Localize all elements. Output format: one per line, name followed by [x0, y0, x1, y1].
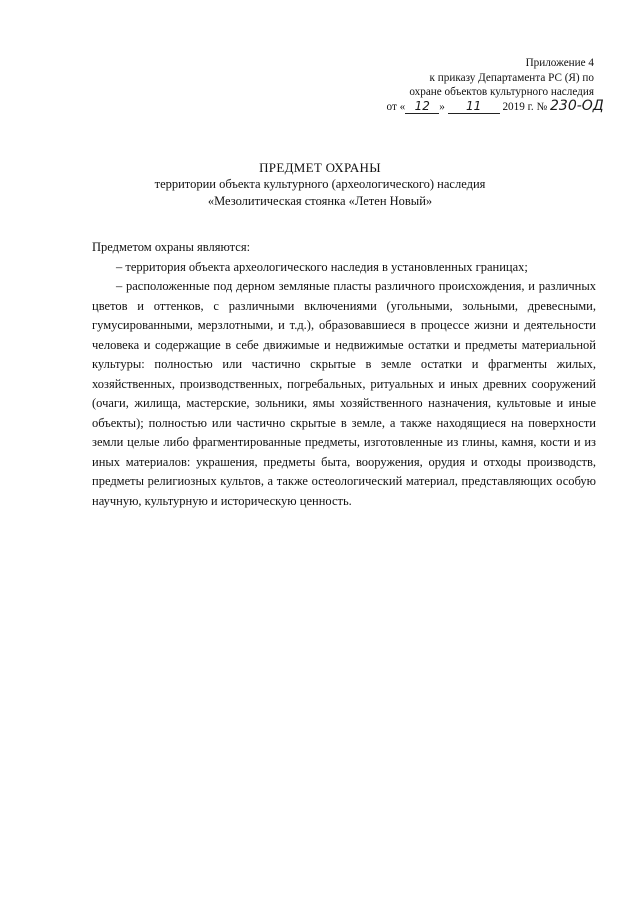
document-heading	[0, 159, 640, 210]
object-name: «Мезолитическая стоянка «Летен Новый»	[207, 194, 433, 208]
appendix-header	[354, 56, 604, 114]
appendix-order-ref: к приказу Департамента РС (Я) по	[429, 71, 594, 84]
year-text: 2019 г. №	[502, 100, 548, 113]
appendix-number: Приложение 4	[525, 57, 594, 69]
document-title: ПРЕДМЕТ ОХРАНЫ	[259, 160, 381, 175]
protection-item-territory: – территория объекта археологического наследия в установленных границах;	[116, 259, 528, 274]
appendix-department: охране объектов культурного наследия	[409, 86, 594, 98]
handwritten-month: 11	[448, 100, 500, 114]
document-subtitle: территории объекта культурного (археологического) наследия	[154, 177, 486, 191]
protection-item-layers: – расположенные под дерном земляные пласты различного происхождения, и различных цветов и оттенков, с различными включениями (угольными, зольными, древесными, гумусированными, мерзлотными, и т.д.), образовавшиеся в процессе жизни и деятельности человека и содержащие в себе движимые и недвижимые остатки и предметы материальной культуры: полностью или частично скрытые в земле остатки и фрагменты жилых, хозяйственных, производственных, погребальных, ритуальных и иных древних сооружений (очаги, жилища, мастерские, зольники, ямы хозяйственного назначения, культовые и иные объекты); полностью или частично скрытые в земле, а также находящиеся на поверхности земли целые либо фрагментированные предметы, изготовленные из глины, камня, кости и из иных материалов: украшения, предметы быта, вооружения, орудия и отходы производств, предметы религиозных культов, а также остеологический материал, представляющих особую научную, культурную и историческую ценность.	[92, 279, 596, 508]
date-prefix: от «	[386, 100, 406, 113]
order-date-line	[354, 97, 604, 115]
handwritten-day: 12	[405, 100, 439, 114]
handwritten-order-number: 230-ОД	[550, 97, 604, 114]
date-mid: »	[439, 100, 445, 113]
body-intro: Предметом охраны являются:	[92, 240, 251, 254]
document-body	[92, 238, 596, 511]
